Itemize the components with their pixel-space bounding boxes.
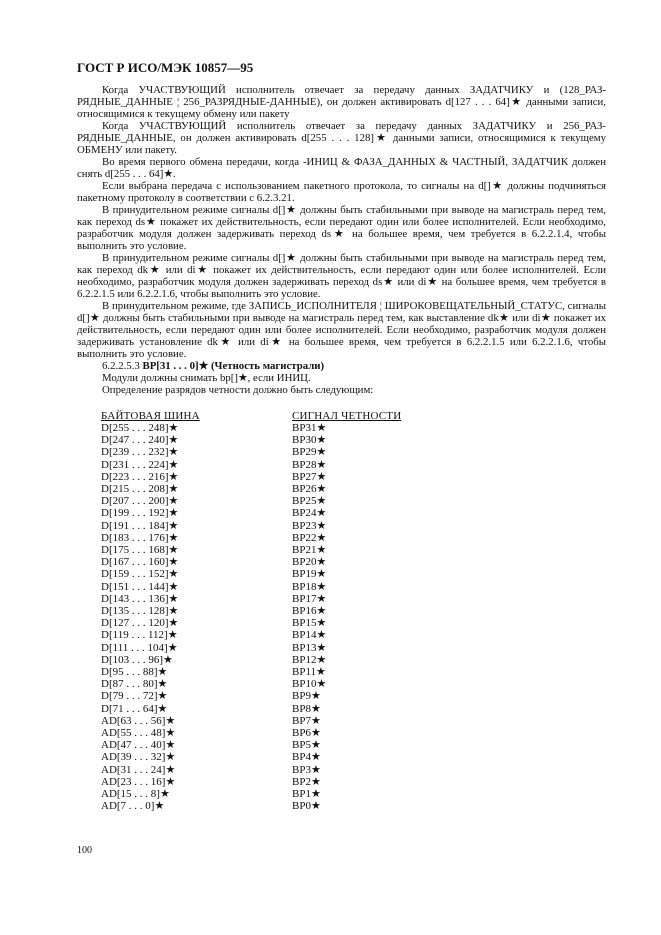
section-heading (77, 360, 606, 372)
byte-bus-cell: D[119 . . . 112]★ (101, 629, 178, 642)
byte-bus-cell: D[159 . . . 152]★ (101, 568, 179, 581)
parity-signal-cell: BP11★ (292, 666, 326, 679)
byte-bus-cell: D[231 . . . 224]★ (101, 458, 179, 471)
paragraph-1: Когда УЧАСТВУЮЩИЙ исполнитель отвечает за передачу данных ЗАДАТЧИКУ и (128_РАЗРЯДНЫЕ_ДАННЫЕ ¦ 256_РАЗРЯДНЫЕ-ДАННЫЕ), он должен активировать d[127 . . . 64]★ данными записи, относящимися к текущему обмену или пакету (77, 84, 606, 120)
byte-bus-cell: D[183 . . . 176]★ (101, 531, 179, 544)
table-row (101, 617, 401, 629)
byte-bus-cell: D[191 . . . 184]★ (101, 519, 179, 532)
byte-bus-cell: D[71 . . . 64]★ (101, 702, 168, 715)
table-row (101, 471, 401, 483)
table-row (101, 434, 401, 446)
paragraph-7: В принудительном режиме, где ЗАПИСЬ_ИСПОЛНИТЕЛЯ ¦ ШИРОКОВЕЩАТЕЛЬНЫЙ_СТАТУС, сигналы d[]★ должны быть стабильными при выводе на магистраль перед тем, как выставление dk★ или di★ покажет их действительность, если передают один или более исполнителей. Если необходимо, разработчик модуля должен задерживать установление dk★ или di★ на большее время, чем требуется в 6.2.2.1.5 или 6.2.2.1.6, чтобы выполнить это условие. (77, 300, 606, 360)
table-row (101, 446, 401, 458)
byte-bus-cell: AD[31 . . . 24]★ (101, 763, 176, 776)
byte-bus-cell: D[223 . . . 216]★ (101, 470, 179, 483)
byte-bus-cell: D[103 . . . 96]★ (101, 653, 173, 666)
table-row (101, 642, 401, 654)
parity-signal-cell: BP25★ (292, 495, 327, 508)
table-row (101, 690, 401, 702)
document-body (77, 84, 606, 396)
table-row (101, 422, 401, 434)
parity-signal-cell: BP26★ (292, 483, 327, 496)
parity-signal-cell: BP31★ (292, 422, 327, 434)
section-title: BP[31 . . . 0]★ (Четность магистрали) (142, 360, 325, 372)
table-row (101, 751, 401, 763)
byte-bus-cell: D[111 . . . 104]★ (101, 641, 178, 654)
parity-signal-cell: BP15★ (292, 617, 327, 630)
table-row (101, 568, 401, 580)
table-row (101, 654, 401, 666)
parity-signal-cell: BP27★ (292, 470, 327, 483)
parity-signal-cell: BP17★ (292, 592, 327, 605)
table-row (101, 715, 401, 727)
byte-bus-cell: D[127 . . . 120]★ (101, 617, 179, 630)
paragraph-6: В принудительном режиме сигналы d[]★ должны быть стабильными при выводе на магистраль перед тем, как переход dk★ или di★ покажет их действительность, если передают один или более исполнителей. Если необходимо, разработчик модуля должен задерживать переход ds★ или di★ на большее время, чем требуется в 6.2.2.1.5 или 6.2.2.1.6, чтобы выполнить это условие. (77, 252, 606, 300)
byte-bus-cell: AD[39 . . . 32]★ (101, 751, 176, 764)
parity-signal-cell: BP20★ (292, 556, 327, 569)
table-row (101, 593, 401, 605)
table-row (101, 629, 401, 641)
table-row (101, 776, 401, 788)
byte-bus-cell: D[87 . . . 80]★ (101, 678, 168, 691)
parity-signal-cell: BP9★ (292, 690, 321, 703)
parity-signal-cell: BP14★ (292, 629, 327, 642)
byte-bus-cell: AD[55 . . . 48]★ (101, 727, 176, 740)
parity-signal-cell: BP5★ (292, 739, 321, 752)
table-row (101, 678, 401, 690)
table-row (101, 764, 401, 776)
table-row (101, 703, 401, 715)
parity-signal-cell: BP29★ (292, 446, 327, 459)
byte-bus-cell: D[247 . . . 240]★ (101, 434, 179, 447)
definition-line: Определение разрядов четности должно быть следующим: (102, 384, 374, 396)
parity-signal-cell: BP0★ (292, 800, 321, 813)
parity-signal-cell: BP12★ (292, 653, 327, 666)
table-row (101, 788, 401, 800)
byte-bus-cell: D[239 . . . 232]★ (101, 446, 179, 459)
parity-signal-cell: BP4★ (292, 751, 321, 764)
table-row (101, 507, 401, 519)
parity-signal-cell: BP28★ (292, 458, 327, 471)
header-parity-signal: СИГНАЛ ЧЕТНОСТИ (292, 410, 402, 422)
parity-signal-cell: BP21★ (292, 544, 327, 557)
table-row (101, 800, 401, 812)
parity-signal-cell: BP10★ (292, 678, 327, 691)
table-row (101, 556, 401, 568)
byte-bus-cell: D[143 . . . 136]★ (101, 592, 179, 605)
byte-bus-cell: AD[47 . . . 40]★ (101, 739, 176, 752)
document-header: ГОСТ Р ИСО/МЭК 10857—95 (77, 60, 254, 75)
byte-bus-cell: D[167 . . . 160]★ (101, 556, 179, 569)
table-row (101, 581, 401, 593)
parity-signal-cell: BP18★ (292, 580, 327, 593)
byte-bus-cell: AD[63 . . . 56]★ (101, 714, 176, 727)
section-number: 6.2.2.5.3 (102, 360, 140, 372)
modules-line: Модули должны снимать bp[]★, если ИНИЦ. (102, 372, 311, 384)
paragraph-4: Если выбрана передача с использованием пакетного протокола, то сигналы на d[]★ должны подчиняться пакетному протоколу в соответствии с 6.2.3.21. (77, 180, 606, 204)
byte-bus-cell: D[79 . . . 72]★ (101, 690, 168, 703)
parity-signal-cell: BP16★ (292, 605, 327, 618)
parity-signal-cell: BP22★ (292, 531, 327, 544)
parity-signal-cell: BP1★ (292, 788, 321, 801)
parity-signal-cell: BP2★ (292, 775, 321, 788)
parity-signal-cell: BP7★ (292, 714, 321, 727)
byte-bus-cell: D[175 . . . 168]★ (101, 544, 179, 557)
parity-table (101, 410, 401, 813)
table-row (101, 727, 401, 739)
table-row (101, 520, 401, 532)
byte-bus-cell: AD[7 . . . 0]★ (101, 800, 165, 813)
byte-bus-cell: D[207 . . . 200]★ (101, 495, 179, 508)
byte-bus-cell: D[255 . . . 248]★ (101, 422, 179, 434)
table-row (101, 483, 401, 495)
parity-signal-cell: BP23★ (292, 519, 327, 532)
parity-signal-cell: BP6★ (292, 727, 321, 740)
table-row (101, 666, 401, 678)
table-row (101, 459, 401, 471)
table-row (101, 495, 401, 507)
parity-signal-cell: BP3★ (292, 763, 321, 776)
parity-signal-cell: BP24★ (292, 507, 327, 520)
paragraph-3: Во время первого обмена передачи, когда -ИНИЦ & ФАЗА_ДАННЫХ & ЧАСТНЫЙ, ЗАДАТЧИК должен снять d[255 . . . 64]★. (77, 156, 606, 180)
byte-bus-cell: AD[23 . . . 16]★ (101, 775, 176, 788)
parity-signal-cell: BP8★ (292, 702, 321, 715)
parity-signal-cell: BP30★ (292, 434, 327, 447)
page-number: 100 (77, 845, 92, 856)
byte-bus-cell: D[95 . . . 88]★ (101, 666, 168, 679)
header-byte-bus: БАЙТОВАЯ ШИНА (101, 410, 200, 422)
byte-bus-cell: D[151 . . . 144]★ (101, 580, 179, 593)
byte-bus-cell: D[135 . . . 128]★ (101, 605, 179, 618)
byte-bus-cell: AD[15 . . . 8]★ (101, 788, 170, 801)
table-row (101, 532, 401, 544)
byte-bus-cell: D[215 . . . 208]★ (101, 483, 179, 496)
paragraph-5: В принудительном режиме сигналы d[]★ должны быть стабильными при выводе на магистраль перед тем, как переход ds★ покажет их действительность, если передают один или более исполнителей. Если необходимо, разработчик модуля должен задерживать переход ds★ на большее время, чем требуется в 6.2.2.1.4, чтобы выполнить это условие. (77, 204, 606, 252)
parity-table-header (101, 410, 401, 422)
table-row (101, 739, 401, 751)
byte-bus-cell: D[199 . . . 192]★ (101, 507, 179, 520)
table-row (101, 605, 401, 617)
parity-signal-cell: BP13★ (292, 641, 327, 654)
parity-signal-cell: BP19★ (292, 568, 327, 581)
paragraph-2: Когда УЧАСТВУЮЩИЙ исполнитель отвечает за передачу данных ЗАДАТЧИКУ и 256_РАЗРЯДНЫЕ_ДАННЫЕ, он должен активировать d[255 . . . 128]★ данными записи, относящимися к текущему ОБМЕНУ или пакету. (77, 120, 606, 156)
table-row (101, 544, 401, 556)
